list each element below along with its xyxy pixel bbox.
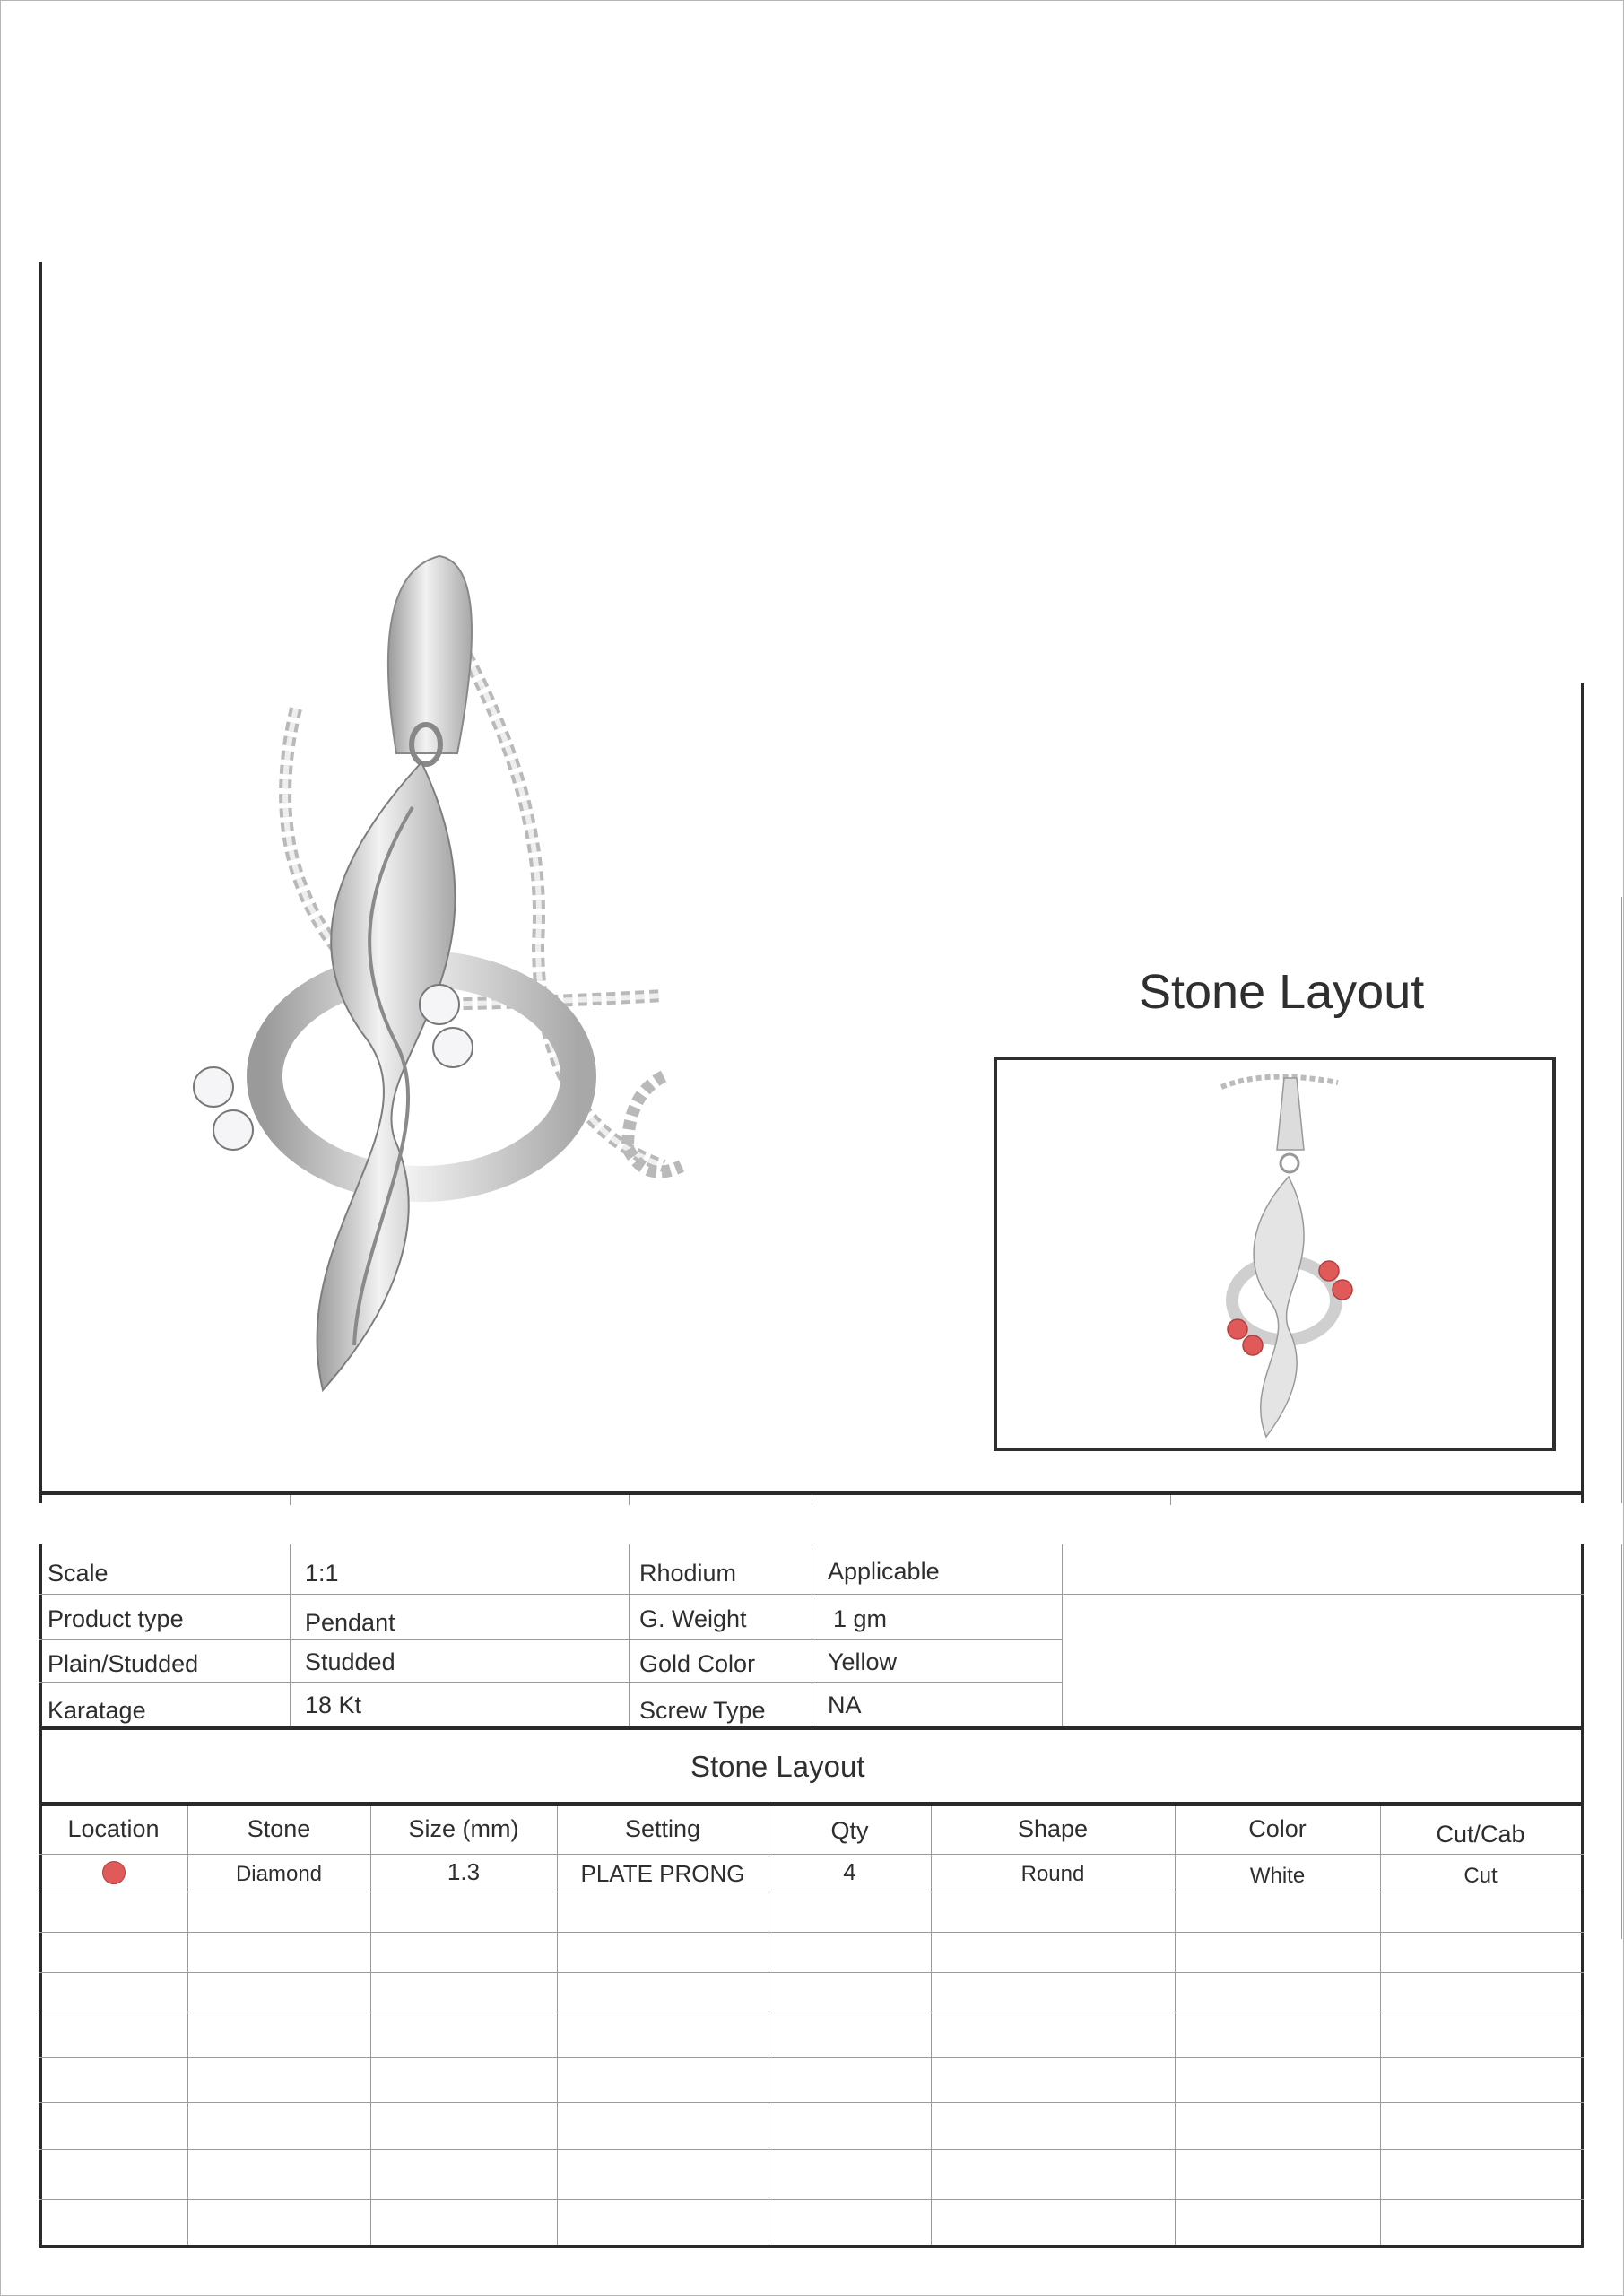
spec-label: Rhodium [639, 1560, 737, 1587]
stone-table [39, 1726, 1584, 2248]
stone-cell: Diamond [235, 1862, 323, 1886]
frame-left-upper [39, 262, 42, 1503]
spec-value: Yellow [828, 1648, 898, 1675]
frame-right-upper [1581, 683, 1584, 1503]
col-header-color: Color [1248, 1815, 1307, 1842]
spec-value: NA [828, 1692, 862, 1718]
tick-4 [1170, 1495, 1171, 1505]
specs-table [39, 1544, 1584, 1729]
spec-value: 1 gm [833, 1605, 888, 1632]
spec-value: Pendant [305, 1609, 395, 1636]
spec-label: Product type [48, 1605, 184, 1632]
spec-value: Applicable [828, 1558, 940, 1585]
spec-label: Karatage [48, 1697, 146, 1724]
frame-right-outer-lower [1621, 1544, 1622, 1939]
color-cell: White [1249, 1864, 1306, 1888]
spec-label: Gold Color [639, 1650, 756, 1677]
col-header-size: Size (mm) [408, 1815, 519, 1842]
stone-layout-preview-title: Stone Layout [1139, 965, 1425, 1019]
spec-label: Screw Type [639, 1697, 766, 1724]
tick-1 [290, 1495, 291, 1505]
stone-layout-preview-box [994, 1057, 1556, 1451]
col-header-qty: Qty [830, 1817, 869, 1844]
setting-cell: PLATE PRONG [580, 1860, 745, 1887]
spec-value: Studded [305, 1648, 395, 1675]
tick-2 [629, 1495, 630, 1505]
location-marker [102, 1861, 126, 1884]
col-header-shape: Shape [1017, 1815, 1089, 1842]
stone-table-title: Stone Layout [690, 1750, 865, 1783]
shape-cell: Round [1020, 1862, 1085, 1886]
stone-layout-thumbnail [997, 1060, 1552, 1448]
frame-right-outer [1621, 897, 1622, 1503]
col-header-setting: Setting [624, 1815, 701, 1842]
spec-value: 18 Kt [305, 1692, 362, 1718]
col-header-location: Location [67, 1815, 160, 1842]
spec-label: Scale [48, 1560, 109, 1587]
col-header-cut: Cut/Cab [1436, 1821, 1525, 1848]
size-cell: 1.3 [447, 1858, 481, 1885]
spec-value: 1:1 [305, 1560, 339, 1587]
spec-label: Plain/Studded [48, 1650, 199, 1677]
spec-label: G. Weight [639, 1605, 747, 1632]
qty-cell: 4 [843, 1858, 856, 1885]
pendant-image [161, 538, 843, 1417]
cut-cell: Cut [1463, 1864, 1498, 1888]
col-header-stone: Stone [247, 1815, 311, 1842]
